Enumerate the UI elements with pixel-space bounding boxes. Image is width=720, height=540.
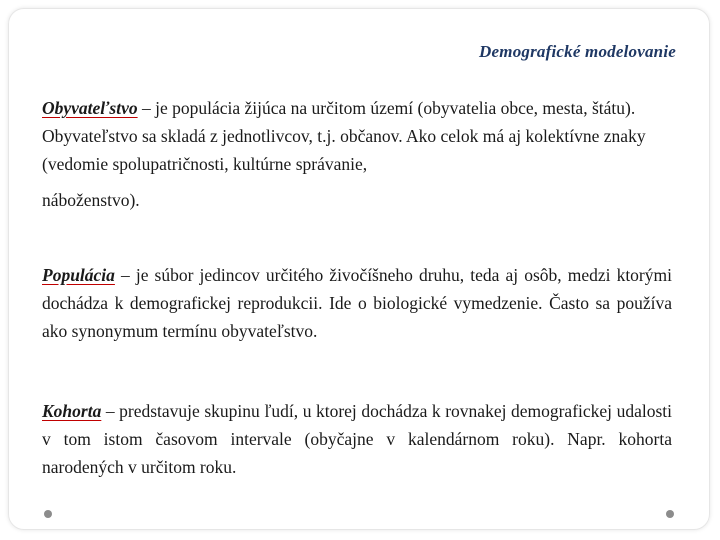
paragraph-populacia [42, 261, 672, 345]
definition-obyvatelstvo: – je populácia žijúca na určitom území (obyvatelia obce, mesta, štátu). Obyvateľstvo sa skladá z jednotlivcov, t.j. občanov. Ako celok má aj kolektívne znaky (vedomie spolupatričnosti, kultúrne správanie, [42, 98, 646, 174]
paragraph-obyvatelstvo [42, 94, 672, 214]
corner-dot-right [666, 510, 674, 518]
paragraph-kohorta [42, 397, 672, 481]
term-kohorta: Kohorta [42, 401, 102, 421]
definition-populacia: – je súbor jedincov určitého živočíšneho druhu, teda aj osôb, medzi ktorými dochádza k demografickej reprodukcii. Ide o biologické vymedzenie. Často sa používa ako synonymum termínu obyvateľstvo. [42, 265, 672, 341]
term-obyvatelstvo: Obyvateľstvo [42, 98, 138, 118]
definition-kohorta: – predstavuje skupinu ľudí, u ktorej dochádza k rovnakej demografickej udalosti v tom istom časovom intervale (obyčajne v kalendárnom roku). Napr. kohorta narodených v určitom roku. [42, 401, 672, 477]
term-populacia: Populácia [42, 265, 115, 285]
slide-title: Demografické modelovanie [479, 42, 676, 61]
corner-dot-left [44, 510, 52, 518]
definition-obyvatelstvo-continuation: náboženstvo). [42, 190, 140, 210]
